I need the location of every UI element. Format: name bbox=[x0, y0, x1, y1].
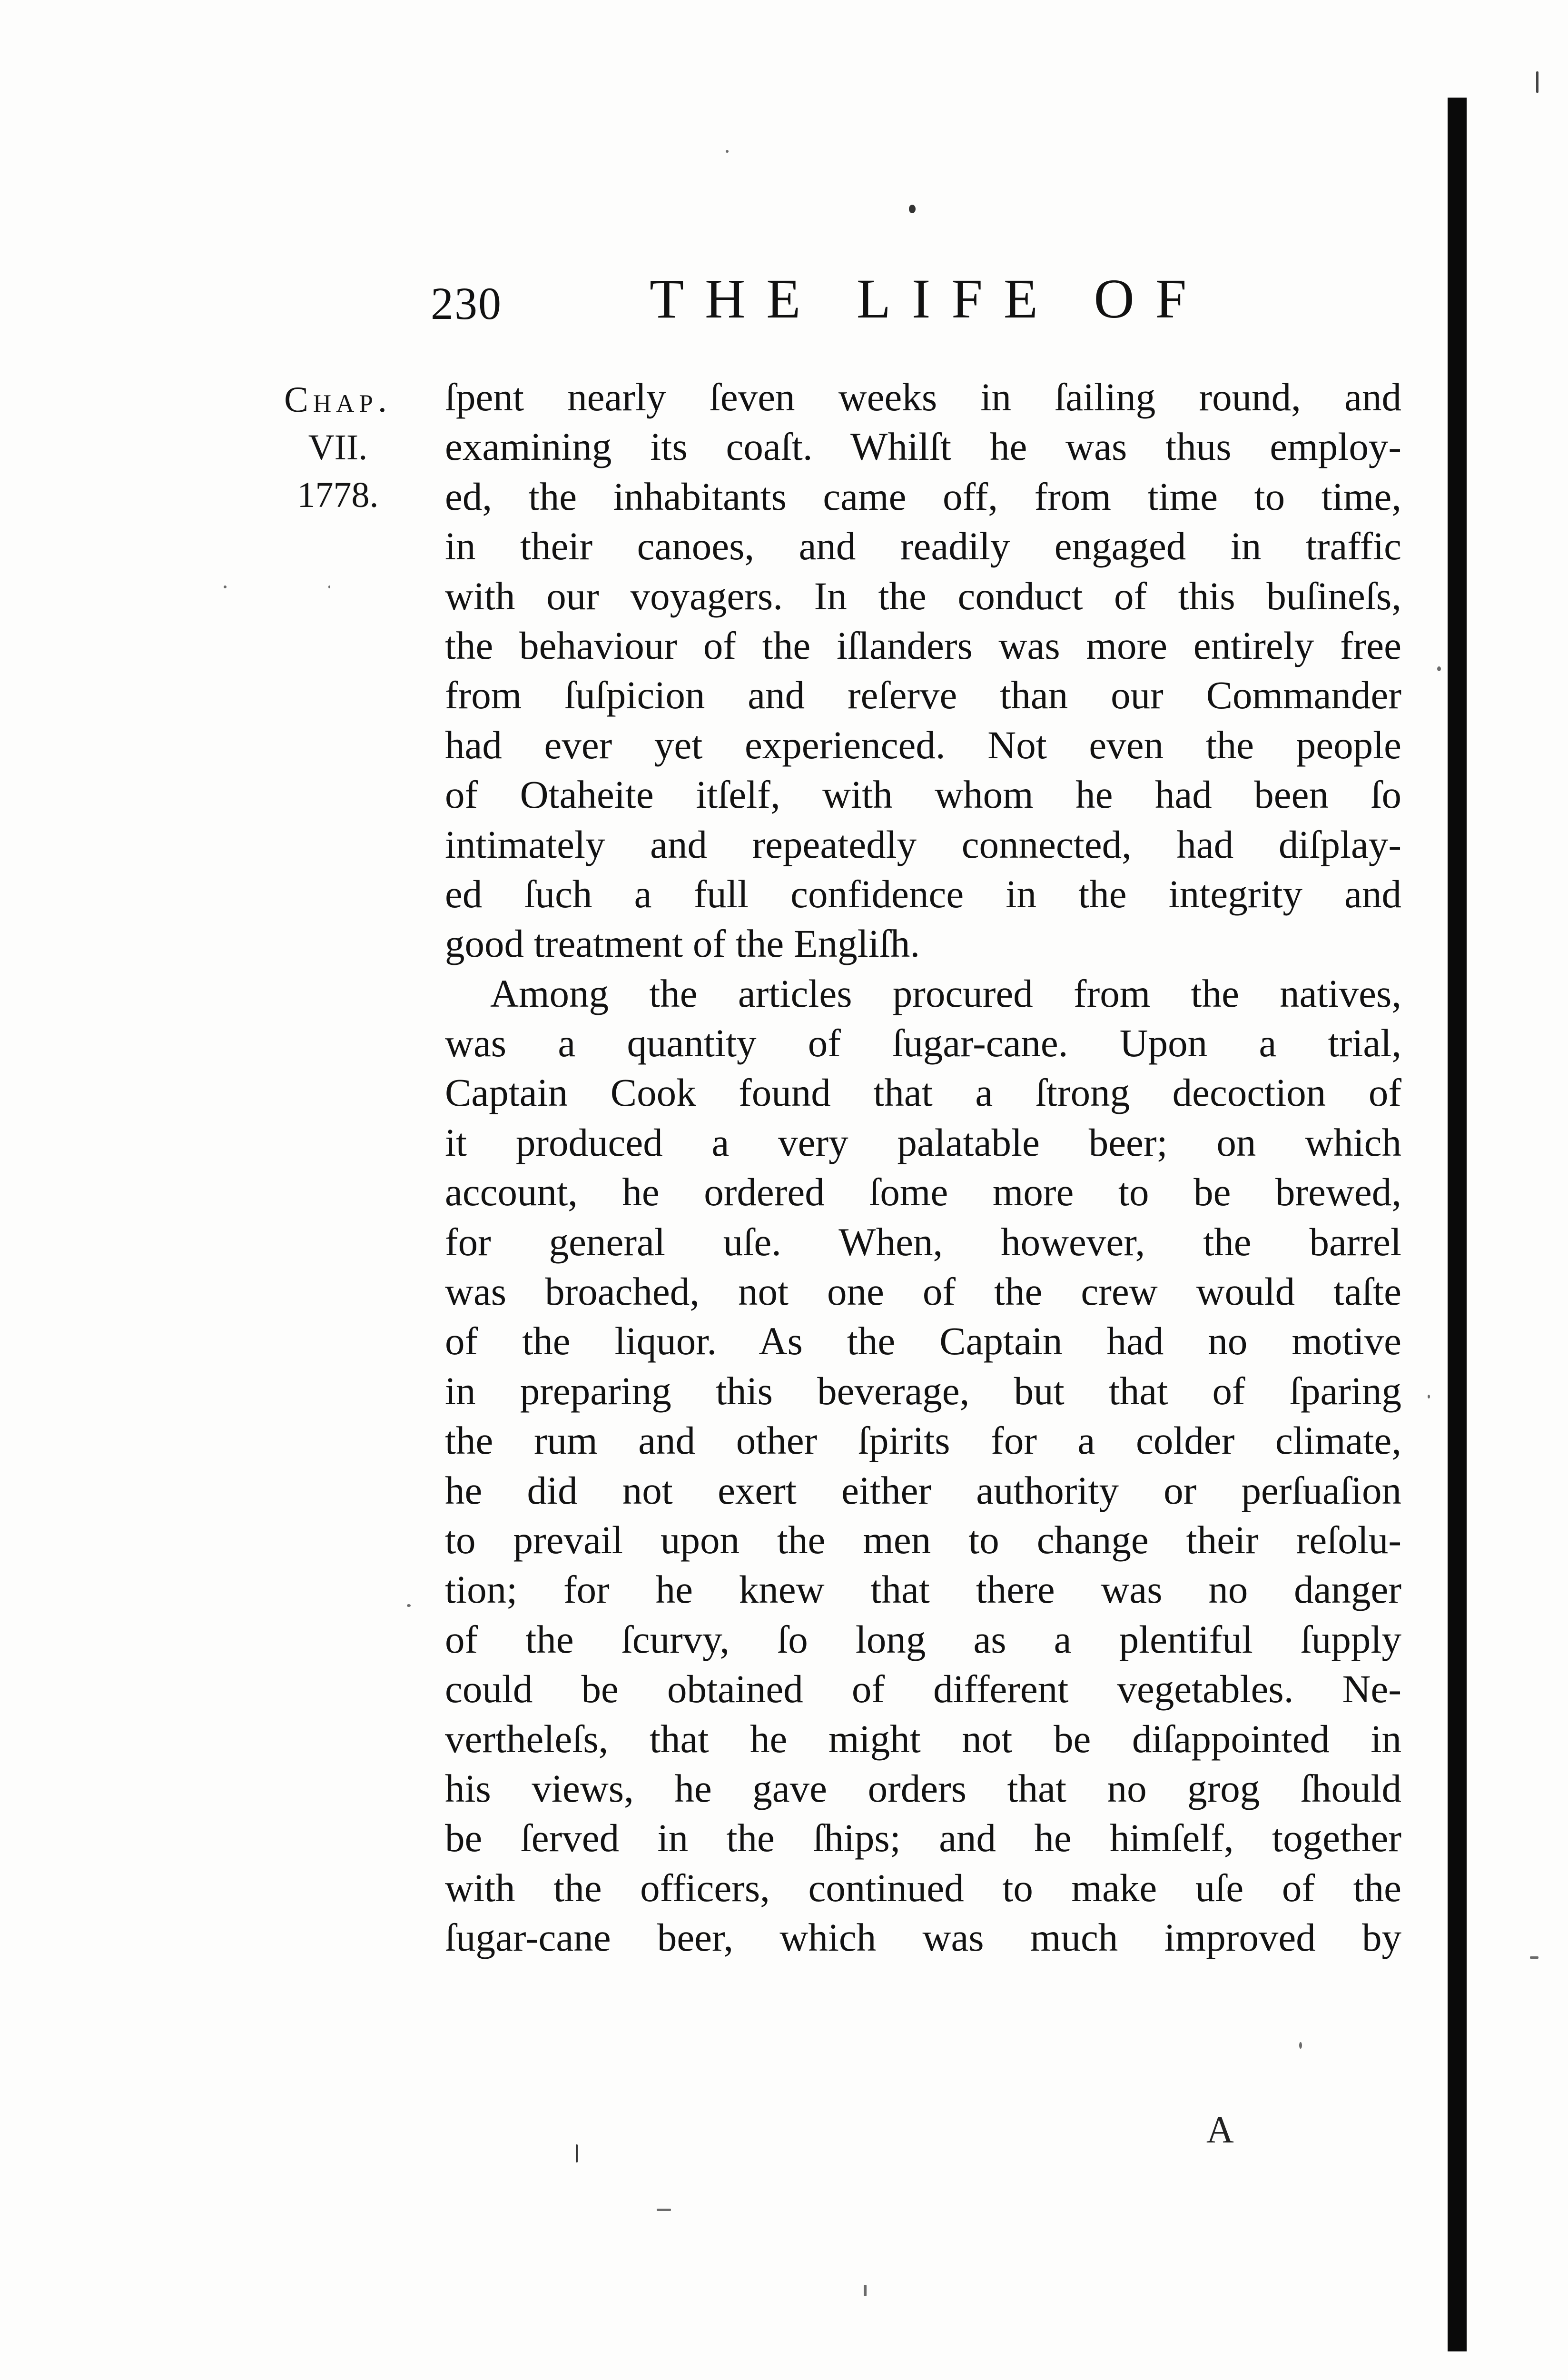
text-line: ſugar-cane beer, which was much improved by bbox=[445, 1915, 1401, 1960]
text-line: tion; for he knew that there was no danger bbox=[445, 1567, 1401, 1612]
speck bbox=[328, 585, 330, 588]
speck bbox=[224, 585, 227, 588]
text-line: ed ſuch a full confidence in the integrity and bbox=[445, 872, 1401, 916]
text-line: with the officers, continued to make uſe of the bbox=[445, 1865, 1401, 1910]
speck bbox=[1428, 1395, 1430, 1398]
binding-gutter-shadow bbox=[1448, 98, 1467, 2351]
text-line: from ſuſpicion and reſerve than our Commander bbox=[445, 673, 1401, 717]
margin-chapter-label: Chap. bbox=[284, 380, 392, 420]
speck bbox=[1299, 2042, 1302, 2049]
running-title: THE LIFE OF bbox=[650, 268, 1208, 330]
text-line: to prevail upon the men to change their reſolu- bbox=[445, 1517, 1401, 1562]
speck bbox=[726, 150, 729, 153]
text-line: the rum and other ſpirits for a colder climate, bbox=[445, 1418, 1401, 1463]
text-line: examining its coaſt. Whilſt he was thus employ- bbox=[445, 425, 1401, 469]
speck bbox=[909, 205, 916, 213]
page-number: 230 bbox=[431, 278, 502, 329]
text-line: vertheleſs, that he might not be diſappointed in bbox=[445, 1716, 1401, 1761]
text-line: be ſerved in the ſhips; and he himſelf, together bbox=[445, 1816, 1401, 1860]
text-line: had ever yet experienced. Not even the people bbox=[445, 723, 1401, 767]
running-head bbox=[431, 267, 1335, 328]
text-line: ed, the inhabitants came off, from time to time, bbox=[445, 474, 1401, 518]
text-line: his views, he gave orders that no grog ſhould bbox=[445, 1766, 1401, 1810]
text-line: good treatment of the Engliſh. bbox=[445, 922, 920, 966]
speck bbox=[1530, 1956, 1538, 1959]
text-line: intimately and repeatedly connected, had diſplay- bbox=[445, 822, 1401, 866]
speck bbox=[576, 2144, 578, 2162]
text-line: was broached, not one of the crew would taſte bbox=[445, 1269, 1401, 1314]
text-line: could be obtained of different vegetables. Ne- bbox=[445, 1667, 1401, 1711]
text-line: Among the articles procured from the natives, bbox=[490, 971, 1401, 1015]
margin-chapter-number: VII. bbox=[308, 427, 368, 467]
speck bbox=[657, 2209, 671, 2211]
text-line: of the liquor. As the Captain had no motive bbox=[445, 1319, 1401, 1363]
text-line: account, he ordered ſome more to be brewed, bbox=[445, 1170, 1401, 1214]
speck bbox=[1437, 666, 1441, 671]
speck bbox=[1536, 71, 1538, 93]
text-line: with our voyagers. In the conduct of this buſineſs, bbox=[445, 574, 1401, 618]
text-line: of Otaheite itſelf, with whom he had been ſo bbox=[445, 773, 1401, 817]
text-line: for general uſe. When, however, the barrel bbox=[445, 1220, 1401, 1264]
speck bbox=[864, 2285, 867, 2296]
speck bbox=[407, 1604, 411, 1607]
text-line: Captain Cook found that a ſtrong decoction of bbox=[445, 1071, 1401, 1115]
margin-note bbox=[238, 376, 438, 519]
text-line: of the ſcurvy, ſo long as a plentiful ſupply bbox=[445, 1617, 1401, 1661]
text-line: the behaviour of the iſlanders was more entirely free bbox=[445, 623, 1401, 667]
text-line: in their canoes, and readily engaged in traffic bbox=[445, 524, 1401, 568]
body-text bbox=[445, 372, 1401, 1963]
text-line: ſpent nearly ſeven weeks in ſailing round, and bbox=[445, 375, 1401, 419]
text-line: he did not exert either authority or perſuaſion bbox=[445, 1468, 1401, 1512]
text-line: it produced a very palatable beer; on which bbox=[445, 1120, 1401, 1164]
text-line: was a quantity of ſugar-cane. Upon a trial, bbox=[445, 1021, 1401, 1065]
text-line: in preparing this beverage, but that of ſparing bbox=[445, 1368, 1401, 1413]
signature-mark: A bbox=[1206, 2109, 1234, 2151]
margin-year: 1778. bbox=[297, 475, 379, 515]
